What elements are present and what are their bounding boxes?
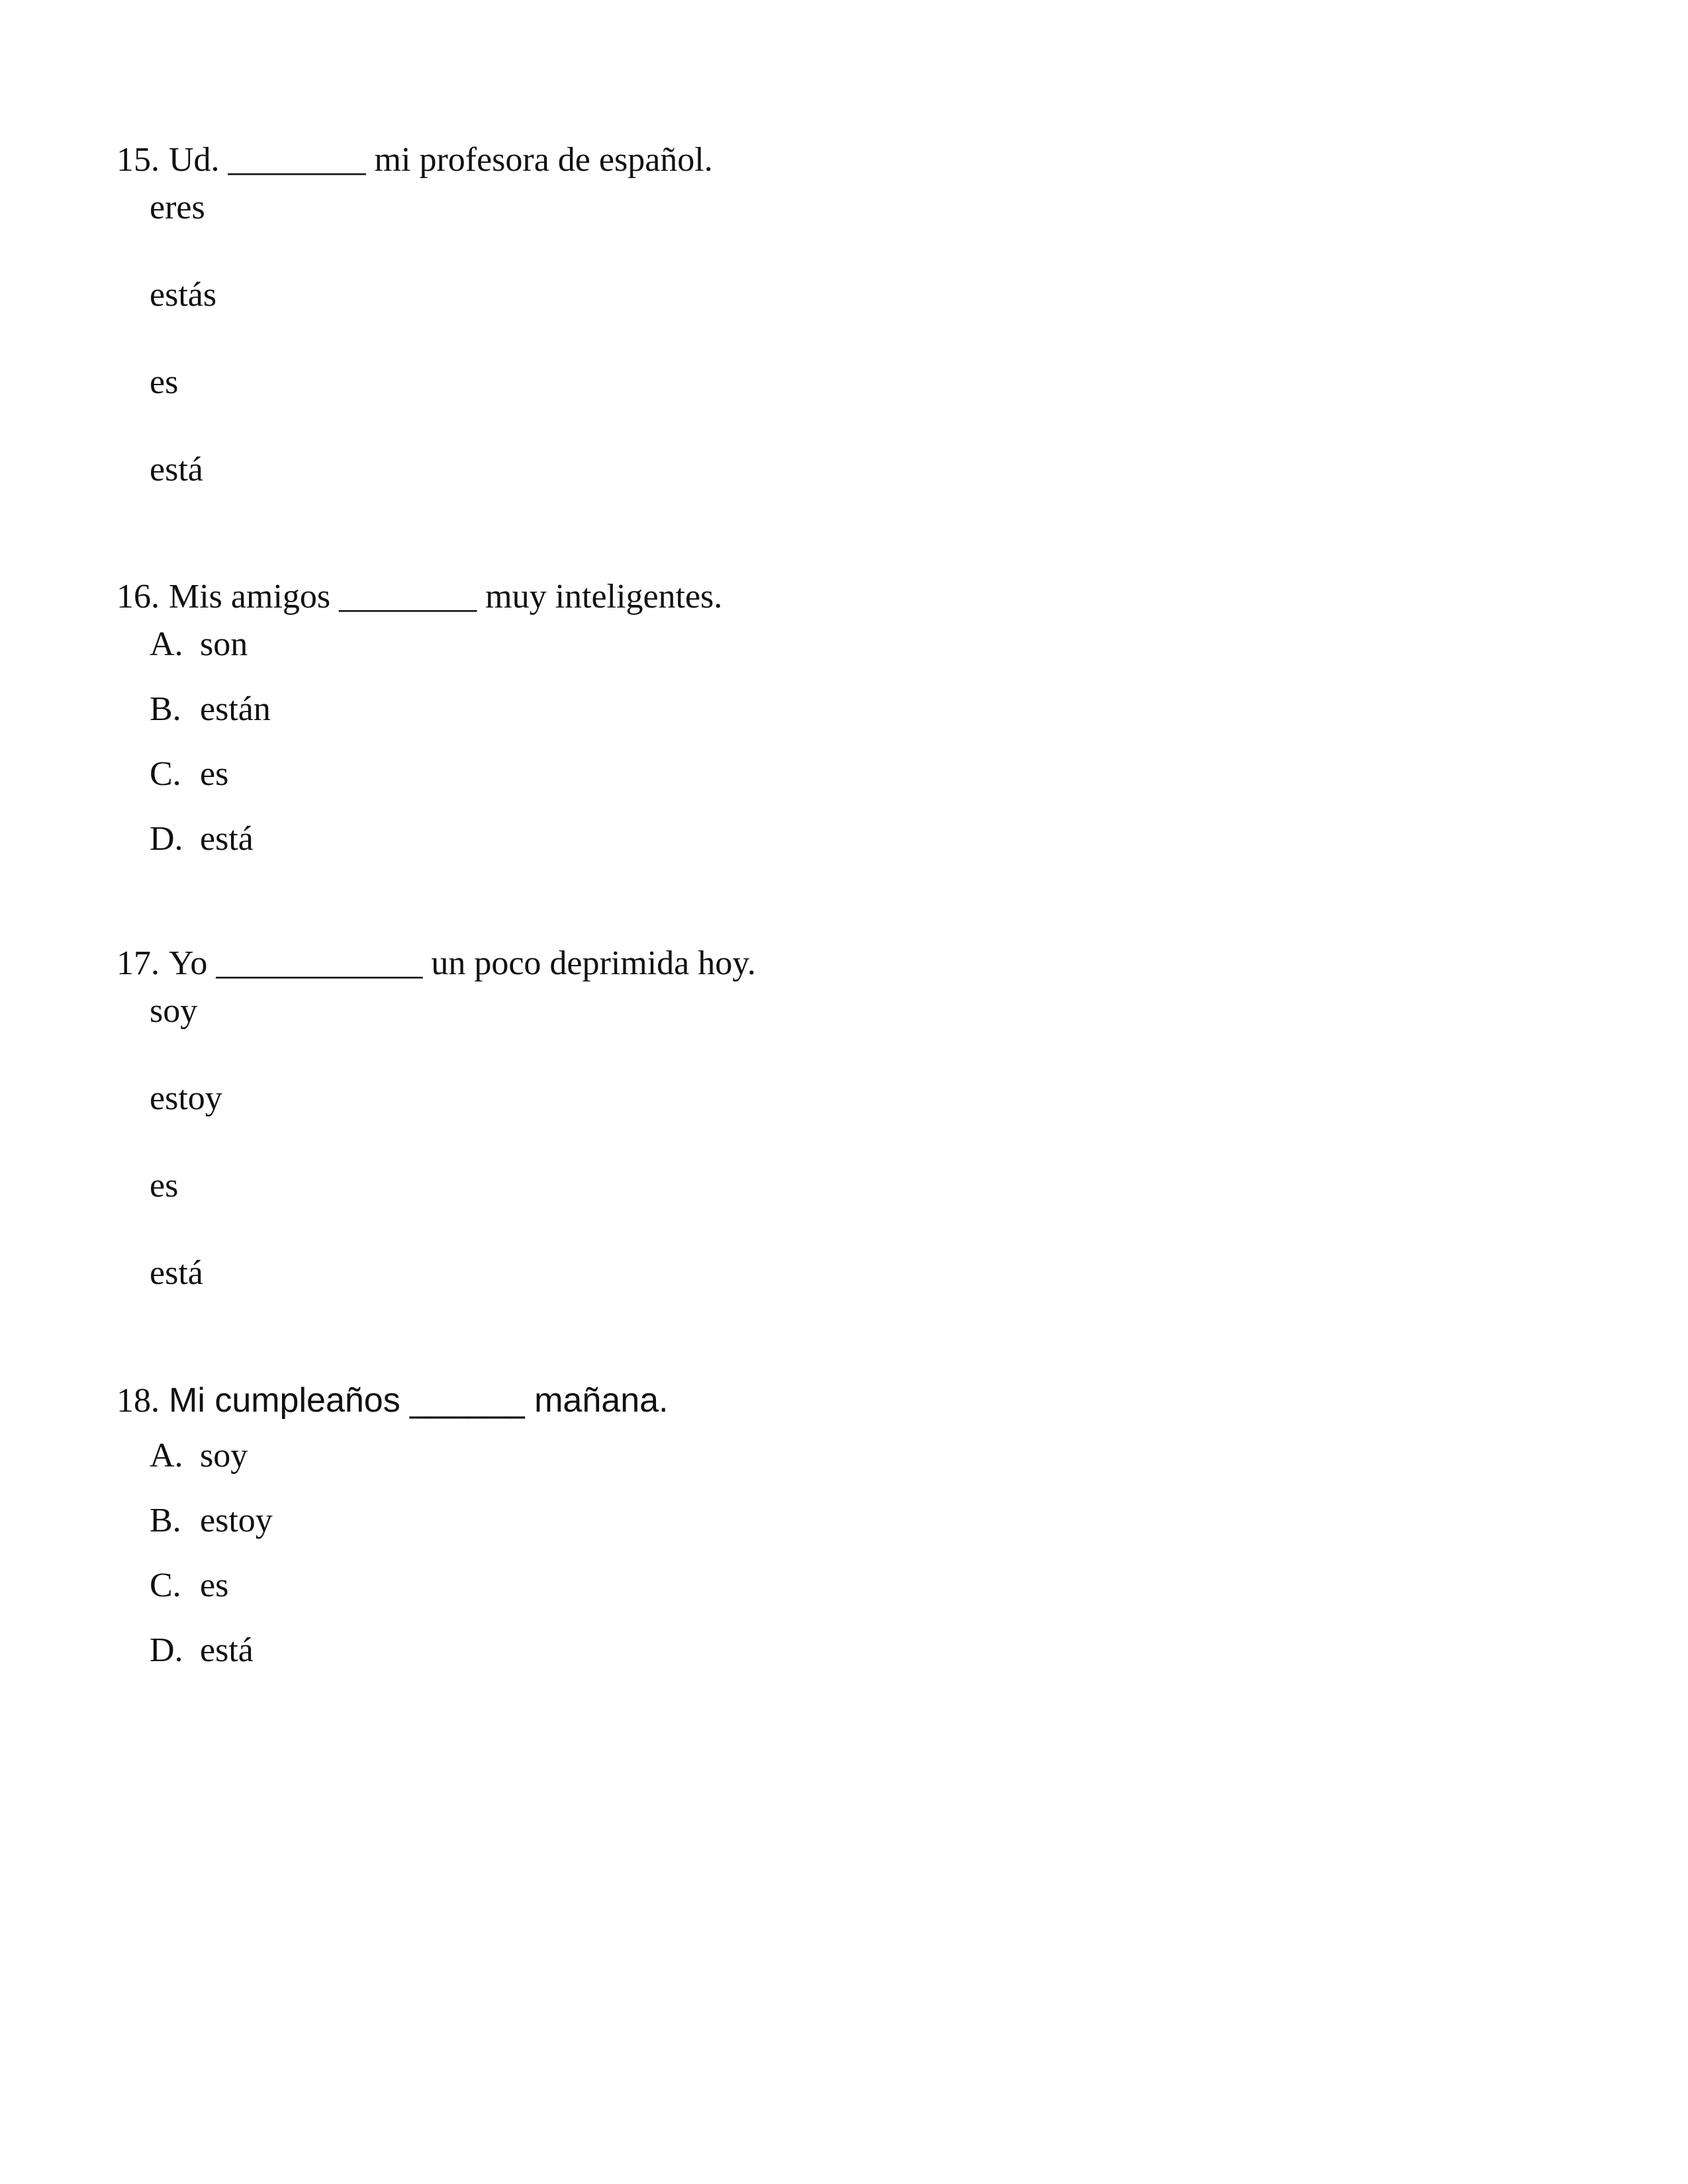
option-15-3[interactable] (150, 363, 178, 402)
option-16-a[interactable] (150, 625, 248, 664)
option-text: eres (150, 189, 205, 226)
option-15-4[interactable] (150, 450, 203, 490)
option-18-a[interactable] (150, 1436, 248, 1476)
question-text: Mi cumpleaños ______ mañana. (169, 1381, 669, 1420)
option-text: es (200, 1567, 229, 1604)
option-16-c[interactable] (150, 754, 228, 794)
question-number: 17. (117, 944, 160, 982)
option-letter: A. (150, 625, 183, 663)
option-17-2[interactable] (150, 1079, 222, 1118)
question-text: Ud. ________ mi profesora de español. (169, 141, 713, 179)
option-16-b[interactable] (150, 690, 271, 729)
option-letter: B. (150, 690, 181, 728)
option-18-c[interactable] (150, 1566, 228, 1606)
option-letter: B. (150, 1502, 181, 1539)
option-17-1[interactable] (150, 991, 197, 1031)
option-letter: D. (150, 820, 183, 858)
question-17 (99, 904, 756, 983)
question-number: 18. (117, 1382, 160, 1420)
option-letter: D. (150, 1631, 183, 1669)
option-18-b[interactable] (150, 1501, 273, 1541)
option-text: es (200, 755, 229, 793)
option-letter: C. (150, 1567, 181, 1604)
question-number: 15. (117, 141, 160, 179)
option-text: es (150, 363, 179, 401)
option-text: estoy (200, 1502, 273, 1539)
question-15 (99, 101, 713, 180)
option-text: soy (200, 1437, 248, 1475)
option-text: está (150, 1254, 203, 1292)
option-15-1[interactable] (150, 188, 205, 228)
option-text: está (200, 1631, 254, 1669)
question-text: Mis amigos ________ muy inteligentes. (169, 578, 723, 615)
option-17-3[interactable] (150, 1166, 178, 1206)
question-text: Yo ____________ un poco deprimida hoy. (169, 944, 756, 982)
question-16 (99, 537, 722, 617)
option-text: soy (150, 992, 198, 1030)
option-18-d[interactable] (150, 1631, 254, 1670)
option-16-d[interactable] (150, 819, 254, 859)
option-text: estás (150, 276, 217, 314)
question-18 (99, 1341, 668, 1421)
option-15-2[interactable] (150, 275, 216, 315)
option-letter: C. (150, 755, 181, 793)
option-text: estoy (150, 1079, 222, 1117)
option-letter: A. (150, 1437, 183, 1475)
option-17-4[interactable] (150, 1253, 203, 1293)
option-text: son (200, 625, 248, 663)
question-number: 16. (117, 578, 160, 615)
option-text: está (200, 820, 254, 858)
option-text: está (150, 451, 203, 488)
option-text: es (150, 1167, 179, 1205)
option-text: están (200, 690, 271, 728)
